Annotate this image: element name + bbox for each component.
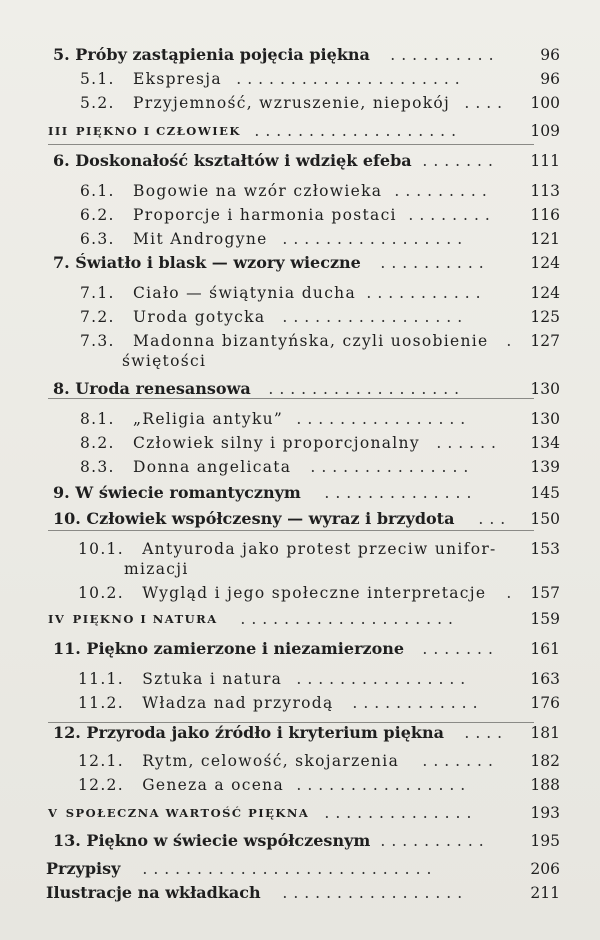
entry-number: 5. [53,45,70,64]
leader-dots: .................... [240,610,459,628]
leader-dots: ..................... [236,70,466,88]
toc-entry[interactable] [0,720,600,746]
entry-title: Proporcje i harmonia postaci [133,206,397,224]
entry-label [80,93,450,113]
leader-dots: ........ [408,206,496,224]
entry-title: Człowiek współczesny — wyraz i brzydota [86,509,455,528]
leader-dots: ................. [282,230,469,248]
entry-number: 8.3. [80,458,115,476]
entry-page: 163 [530,670,560,688]
entry-label [80,181,382,201]
leader-dots: ....... [422,752,499,770]
entry-label [78,751,399,771]
entry-page: 145 [530,484,560,502]
entry-page: 195 [530,832,560,850]
entry-number: 11.1. [78,670,124,688]
entry-title: Doskonałość kształtów i wdzięk efeba [75,151,412,170]
entry-page: 100 [530,94,560,112]
leader-dots: ................ [296,670,472,688]
leader-dots: ................. [282,884,469,902]
toc-entry[interactable] [0,226,600,252]
entry-number: 12.2. [78,776,124,794]
toc-entry[interactable] [0,42,600,68]
entry-title: SPOŁECZNA WARTOŚĆ PIĘKNA [65,806,310,820]
entry-title: Madonna bizantyńska, czyli uosobienie [133,332,489,350]
entry-label [46,883,261,903]
entry-title: Uroda renesansowa [75,379,251,398]
leader-dots: .... [464,94,509,112]
section-rule [48,530,534,531]
leader-dots: .......... [380,832,490,850]
entry-number: 13. [53,831,81,850]
entry-continuation: mizacji [124,560,189,578]
entry-title: Ciało — świątynia ducha [133,284,357,302]
entry-label [78,539,497,559]
entry-number: 9. [53,483,70,502]
leader-dots: ....... [422,152,499,170]
entry-page: 124 [530,254,560,272]
entry-number: 12.1. [78,752,124,770]
entry-page: 181 [530,724,560,742]
entry-title: Antyuroda jako protest przeciw unifor- [142,540,497,558]
leader-dots: .............. [324,804,478,822]
entry-number: 6. [53,151,70,170]
toc-entry[interactable] [0,480,600,506]
leader-dots: .......... [390,46,500,64]
leader-dots: ............... [310,458,475,476]
entry-label [48,803,309,823]
leader-dots: .... [464,724,509,742]
entry-number: 7.2. [80,308,115,326]
toc-entry[interactable] [0,666,600,692]
entry-number: 10.1. [78,540,124,558]
entry-number: III [48,124,69,138]
toc-entry[interactable] [0,90,600,116]
toc-entry[interactable] [0,606,600,632]
entry-title: Ekspresja [133,70,222,88]
entry-title: Władza nad przyrodą [142,694,334,712]
toc-entry[interactable] [0,506,600,532]
entry-page: 111 [530,152,560,170]
entry-page: 176 [530,694,560,712]
entry-title: Przypisy [46,859,121,878]
toc-entry[interactable] [0,328,600,354]
toc-entry[interactable] [0,118,600,144]
entry-number: 11.2. [78,694,124,712]
entry-number: 5.2. [80,94,115,112]
entry-page: 109 [530,122,560,140]
leader-dots: .............. [324,484,478,502]
entry-label [80,433,420,453]
entry-page: 134 [530,434,560,452]
entry-page: 130 [530,380,560,398]
entry-title: Sztuka i natura [142,670,283,688]
entry-label [80,205,397,225]
entry-number: 11. [53,639,81,658]
entry-number: 8.2. [80,434,115,452]
toc-entry[interactable] [0,178,600,204]
entry-page: 124 [530,284,560,302]
entry-label [53,379,251,399]
entry-label [48,609,218,629]
entry-label [78,669,282,689]
entry-page: 159 [530,610,560,628]
entry-number: 10. [53,509,81,528]
entry-label [53,151,412,171]
entry-page: 116 [530,206,560,224]
toc-entry[interactable] [0,454,600,480]
entry-title: Piękno zamierzone i niezamierzone [86,639,405,658]
toc-entry[interactable] [0,690,600,716]
leader-dots: . [506,332,518,350]
toc-entry[interactable] [0,536,600,562]
entry-page: 206 [530,860,560,878]
entry-label [80,409,283,429]
entry-number: V [48,806,59,820]
entry-title: Mit Androgyne [133,230,268,248]
entry-label [53,483,301,503]
leader-dots: ................ [296,410,472,428]
leader-dots: ... [478,510,512,528]
toc-entry[interactable] [0,748,600,774]
entry-label [53,831,370,851]
entry-page: 121 [530,230,560,248]
leader-dots: ......... [394,182,493,200]
toc-entry[interactable] [0,304,600,330]
entry-page: 153 [530,540,560,558]
toc-entry[interactable] [0,636,600,662]
entry-page: 96 [540,46,560,64]
leader-dots: ........... [366,284,487,302]
entry-page: 96 [540,70,560,88]
entry-label [78,583,486,603]
toc-entry[interactable] [0,800,600,826]
entry-page: 211 [530,884,560,902]
entry-number: 7.3. [80,332,115,350]
entry-title: Geneza a ocena [142,776,285,794]
leader-dots: ............ [352,694,484,712]
entry-page: 182 [530,752,560,770]
entry-number: 6.2. [80,206,115,224]
toc-entry[interactable] [0,856,600,882]
entry-page: 188 [530,776,560,794]
leader-dots: ................... [254,122,463,140]
entry-label [53,639,404,659]
entry-page: 130 [530,410,560,428]
leader-dots: ...... [436,434,502,452]
entry-number: IV [48,612,66,626]
entry-number: 5.1. [80,70,115,88]
leader-dots: ................. [282,308,469,326]
toc-entry[interactable] [0,880,600,906]
entry-label [80,307,265,327]
entry-label [78,775,284,795]
entry-title: Ilustracje na wkładkach [46,883,261,902]
entry-page: 193 [530,804,560,822]
entry-title: „Religia antyku” [133,410,284,428]
entry-title: Przyroda jako źródło i kryterium piękna [86,723,444,742]
entry-number: 6.3. [80,230,115,248]
entry-title: Wygląd i jego społeczne interpretacje [142,584,487,602]
entry-title: Próby zastąpienia pojęcia piękna [75,45,370,64]
entry-label [53,509,454,529]
entry-page: 113 [530,182,560,200]
toc-entry[interactable] [0,828,600,854]
entry-label [80,229,268,249]
leader-dots: ....... [422,640,499,658]
entry-title: Przyjemność, wzruszenie, niepokój [133,94,451,112]
entry-number: 8.1. [80,410,115,428]
leader-dots: ................ [296,776,472,794]
section-rule [48,144,534,145]
entry-continuation: świętości [122,352,207,370]
entry-title: Uroda gotycka [133,308,266,326]
toc-entry[interactable] [0,202,600,228]
section-rule [48,722,534,723]
toc-entry[interactable] [0,772,600,798]
entry-label [48,121,241,141]
entry-title: Piękno w świecie współczesnym [86,831,371,850]
entry-page: 157 [530,584,560,602]
leader-dots: ........................... [142,860,438,878]
leader-dots: . [506,584,518,602]
entry-number: 7. [53,253,70,272]
entry-number: 12. [53,723,81,742]
toc-entry[interactable] [0,280,600,306]
toc-entry[interactable] [0,148,600,174]
entry-title: Bogowie na wzór człowieka [133,182,383,200]
entry-label [53,253,361,273]
entry-label [80,69,222,89]
entry-title: PIĘKNO I NATURA [72,612,218,626]
toc-entry[interactable] [0,66,600,92]
entry-label [80,331,489,351]
entry-page: 127 [530,332,560,350]
entry-number: 6.1. [80,182,115,200]
entry-title: PIĘKNO I CZŁOWIEK [75,124,241,138]
entry-page: 150 [530,510,560,528]
entry-label [80,457,291,477]
entry-number: 7.1. [80,284,115,302]
toc-entry[interactable] [0,250,600,276]
entry-title: W świecie romantycznym [75,483,301,502]
leader-dots: .................. [268,380,466,398]
entry-page: 161 [530,640,560,658]
entry-title: Donna angelicata [133,458,292,476]
entry-title: Człowiek silny i proporcjonalny [133,434,420,452]
entry-number: 8. [53,379,70,398]
toc-entry[interactable] [0,580,600,606]
entry-label [78,693,334,713]
entry-page: 125 [530,308,560,326]
entry-page: 139 [530,458,560,476]
toc-entry[interactable] [0,406,600,432]
leader-dots: .......... [380,254,490,272]
entry-label [53,45,370,65]
entry-title: Światło i blask — wzory wieczne [75,253,361,272]
entry-number: 10.2. [78,584,124,602]
section-rule [48,398,534,399]
entry-label [53,723,444,743]
entry-title: Rytm, celowość, skojarzenia [142,752,400,770]
toc-entry[interactable] [0,430,600,456]
entry-label [80,283,356,303]
entry-label [46,859,120,879]
